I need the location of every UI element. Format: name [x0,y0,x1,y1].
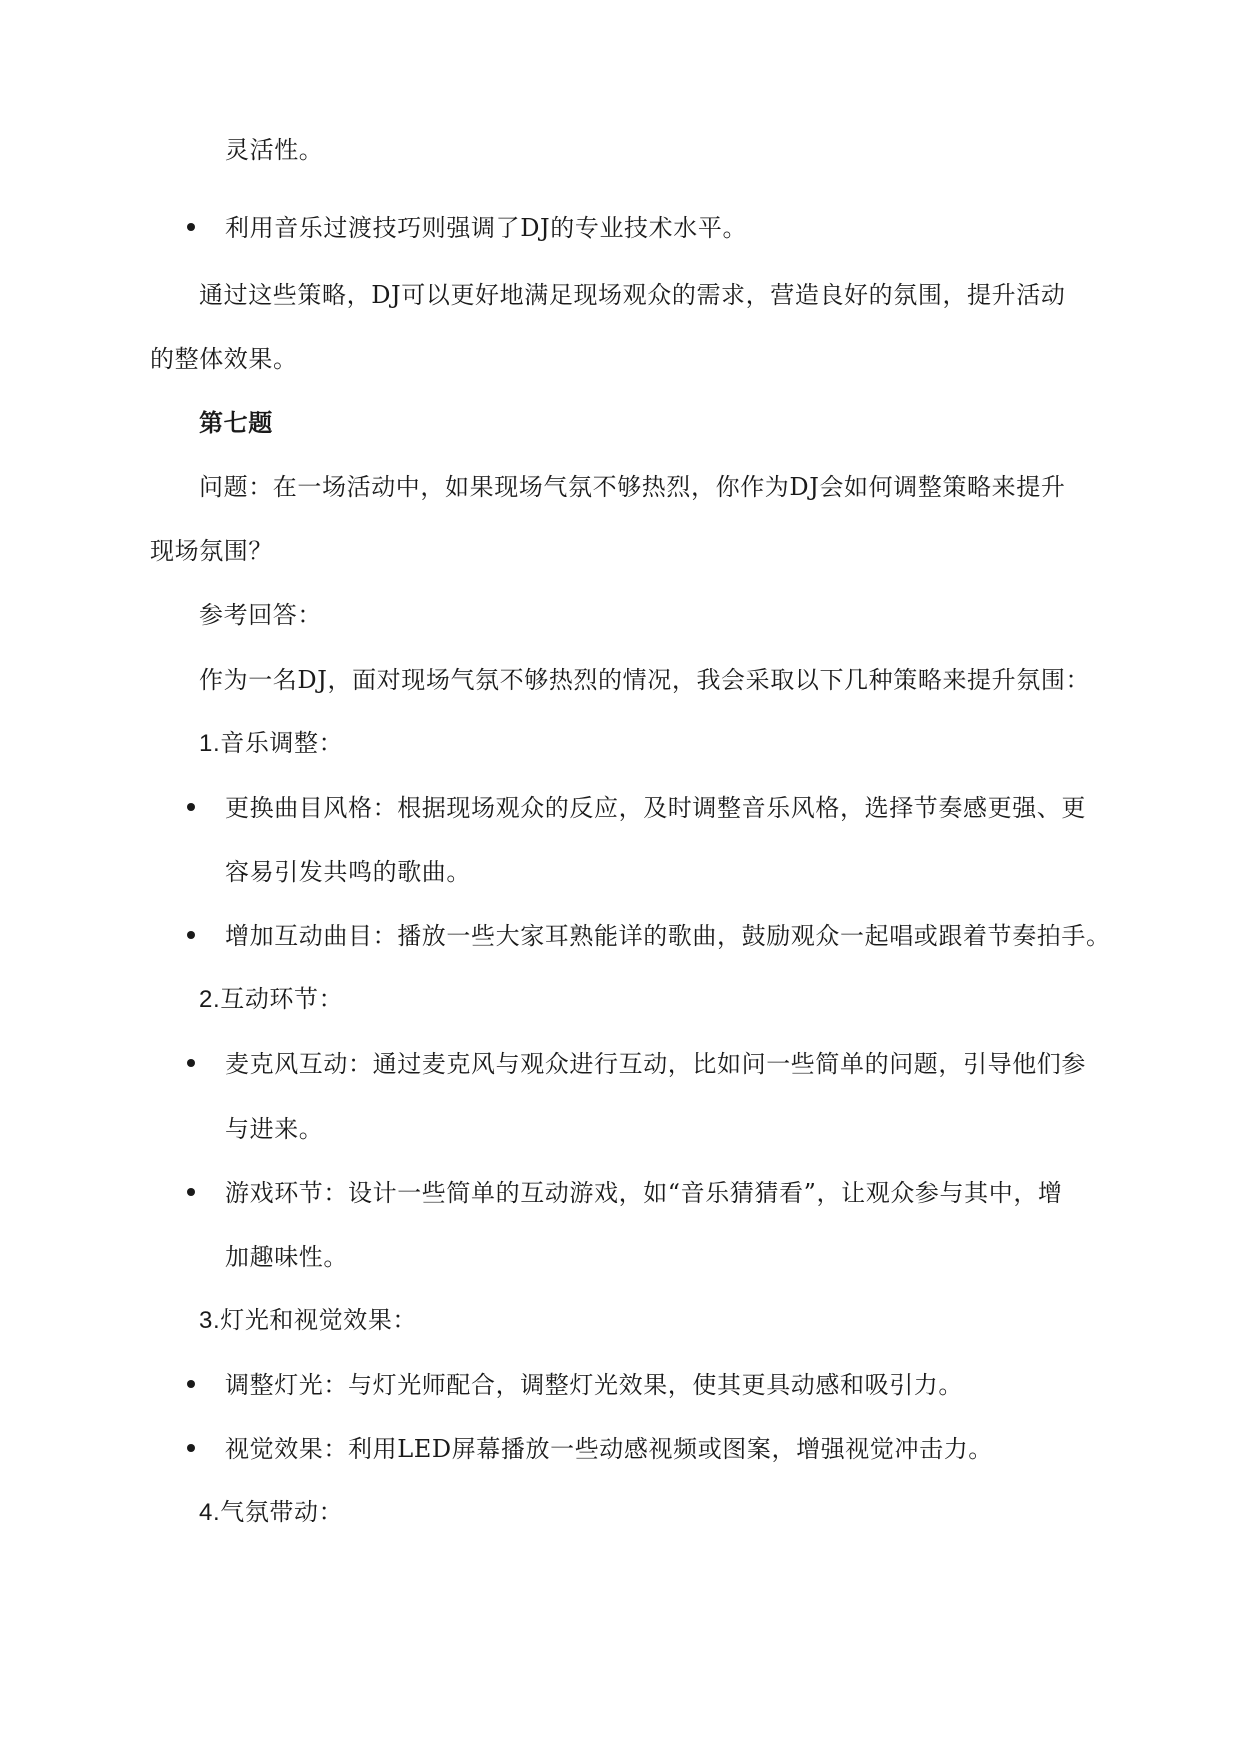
question-text: 现场氛围？ [150,537,273,565]
numbered-heading: 4.气氛带动： [199,1499,344,1526]
list-item-continuation: 与进来。 [225,1115,324,1143]
bullet-icon [187,931,195,939]
text-line: 通过这些策略，DJ可以更好地满足现场观众的需求，营造良好的氛围，提升活动 [199,281,1066,309]
list-item: 调整灯光：与灯光师配合，调整灯光效果，使其更具动感和吸引力。 [225,1371,963,1399]
bullet-icon [187,803,195,811]
question-text: 问题：在一场活动中，如果现场气氛不够热烈，你作为DJ会如何调整策略来提升 [199,473,1066,501]
list-item-continuation: 容易引发共鸣的歌曲。 [225,858,471,886]
bullet-icon [187,223,195,231]
list-item: 麦克风互动：通过麦克风与观众进行互动，比如问一些简单的问题，引导他们参 [225,1050,1086,1078]
list-item: 更换曲目风格：根据现场观众的反应，及时调整音乐风格，选择节奏感更强、更 [225,794,1086,822]
bullet-icon [187,1059,195,1067]
bullet-icon [187,1188,195,1196]
list-item: 利用音乐过渡技巧则强调了DJ的专业技术水平。 [225,214,748,242]
list-item: 视觉效果：利用LED屏幕播放一些动感视频或图案，增强视觉冲击力。 [225,1435,993,1463]
text-line: 灵活性。 [225,136,324,164]
numbered-heading: 2.互动环节： [199,986,344,1013]
list-item-continuation: 加趣味性。 [225,1243,348,1271]
list-item: 增加互动曲目：播放一些大家耳熟能详的歌曲，鼓励观众一起唱或跟着节奏拍手。 [225,922,1111,950]
text-line: 作为一名DJ，面对现场气氛不够热烈的情况，我会采取以下几种策略来提升氛围： [199,666,1091,694]
bullet-icon [187,1444,195,1452]
text-line: 的整体效果。 [150,345,298,373]
list-item: 游戏环节：设计一些简单的互动游戏，如“音乐猜猜看”，让观众参与其中，增 [225,1179,1063,1207]
answer-label: 参考回答： [199,601,322,629]
numbered-heading: 3.灯光和视觉效果： [199,1307,418,1334]
section-heading: 第七题 [199,409,273,437]
numbered-heading: 1.音乐调整： [199,730,344,757]
bullet-icon [187,1380,195,1388]
